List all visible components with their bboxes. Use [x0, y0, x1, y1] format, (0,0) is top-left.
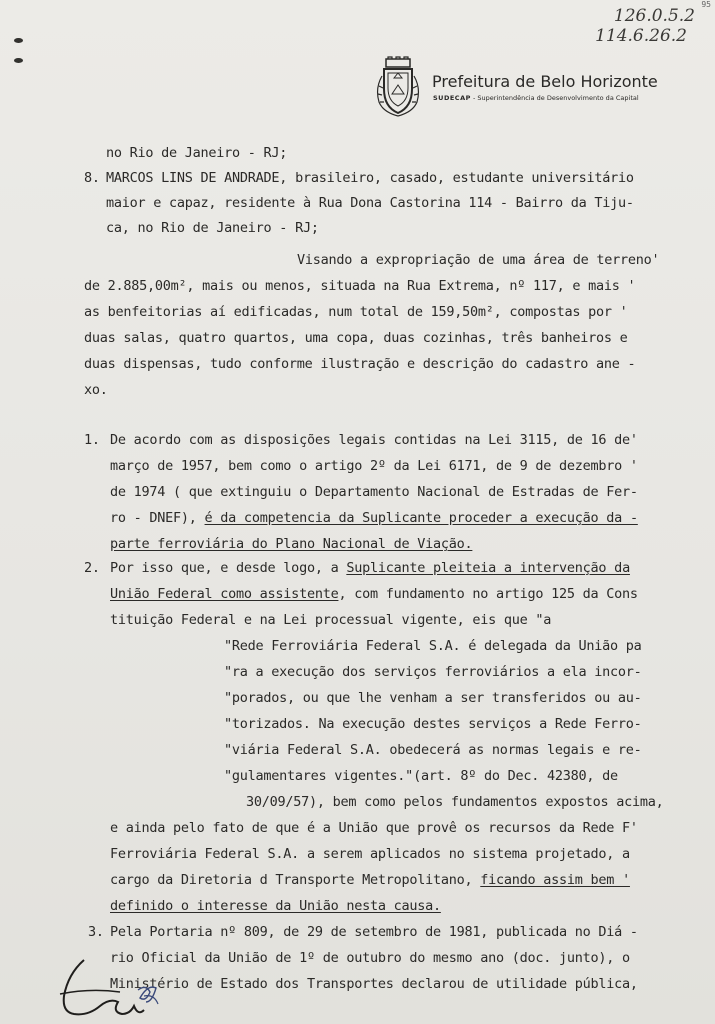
- reference-numbers: [595, 6, 695, 46]
- text-line: maior e capaz, residente à Rua Dona Castorina 114 - Bairro da Tiju-: [106, 195, 634, 211]
- org-description: - Superintendência de Desenvolvimento da Capital: [470, 94, 639, 102]
- org-subtitle: [433, 94, 639, 102]
- quote-line: "ra a execução dos serviços ferroviários a ela incor-: [224, 664, 642, 680]
- quote-line: "torizados. Na execução destes serviços a Rede Ferro-: [224, 716, 642, 732]
- text-line: as benfeitorias aí edificadas, num total de 159,50m², compostas por ': [84, 304, 628, 320]
- org-name: Prefeitura de Belo Horizonte: [432, 72, 658, 91]
- text-line: Pela Portaria nº 809, de 29 de setembro de 1981, publicada no Diá -: [110, 924, 638, 940]
- text-segment: cargo da Diretoria d Transporte Metropolitano,: [110, 872, 481, 888]
- punch-hole: [14, 38, 23, 43]
- text-line: [110, 872, 630, 888]
- underlined-text: definido o interesse da União nesta causa.: [110, 898, 441, 914]
- org-abbreviation: SUDECAP: [433, 94, 471, 102]
- text-line: [110, 586, 638, 602]
- city-crest-icon: [372, 56, 424, 118]
- text-segment: , com fundamento no artigo 125 da Cons: [338, 586, 638, 602]
- reference-number: 114.6.26.2: [595, 26, 687, 46]
- item-number: 3.: [88, 924, 104, 940]
- text-line: Ferroviária Federal S.A. a serem aplicados no sistema projetado, a: [110, 846, 630, 862]
- item-number: 2.: [84, 560, 100, 576]
- quote-line: "porados, ou que lhe venham a ser transferidos ou au-: [224, 690, 642, 706]
- quote-line: "viária Federal S.A. obedecerá as normas legais e re-: [224, 742, 642, 758]
- text-line: ca, no Rio de Janeiro - RJ;: [106, 220, 319, 236]
- quote-line: 30/09/57), bem como pelos fundamentos expostos acima,: [246, 794, 664, 810]
- underlined-text: é da competencia da Suplicante proceder a execução da -: [204, 510, 638, 526]
- text-line: Visando a expropriação de uma área de terreno': [297, 252, 660, 268]
- text-line: duas salas, quatro quartos, uma copa, duas cozinhas, três banheiros e: [84, 330, 628, 346]
- text-line: De acordo com as disposições legais contidas na Lei 3115, de 16 de': [110, 432, 638, 448]
- text-line: [110, 510, 638, 526]
- underlined-text: ficando assim bem ': [480, 872, 630, 888]
- text-segment: Por isso que, e desde logo, a: [110, 560, 347, 576]
- quote-line: "gulamentares vigentes."(art. 8º do Dec. 42380, de: [224, 768, 618, 784]
- text-line: Ministério de Estado dos Transportes declarou de utilidade pública,: [110, 976, 638, 992]
- text-line: MARCOS LINS DE ANDRADE, brasileiro, casado, estudante universitário: [106, 170, 634, 186]
- quote-line: "Rede Ferroviária Federal S.A. é delegada da União pa: [224, 638, 642, 654]
- underlined-text: União Federal como assistente: [110, 586, 339, 602]
- text-line: duas dispensas, tudo conforme ilustração e descrição do cadastro ane -: [84, 356, 636, 372]
- text-line: de 2.885,00m², mais ou menos, situada na Rua Extrema, nº 117, e mais ': [84, 278, 636, 294]
- text-line: xo.: [84, 382, 108, 398]
- text-line: no Rio de Janeiro - RJ;: [106, 145, 288, 161]
- text-line: rio Oficial da União de 1º de outubro do mesmo ano (doc. junto), o: [110, 950, 630, 966]
- underlined-text: parte ferroviária do Plano Nacional de Viação.: [110, 536, 473, 552]
- punch-hole: [14, 58, 23, 63]
- text-line: [110, 560, 630, 576]
- text-line: tituição Federal e na Lei processual vigente, eis que "a: [110, 612, 552, 628]
- text-line: de 1974 ( que extinguiu o Departamento Nacional de Estradas de Fer-: [110, 484, 638, 500]
- item-number: 8.: [84, 170, 100, 186]
- underlined-text: Suplicante pleiteia a intervenção da: [346, 560, 630, 576]
- letterhead: [372, 56, 692, 118]
- text-line: e ainda pelo fato de que é a União que provê os recursos da Rede F': [110, 820, 638, 836]
- item-number: 1.: [84, 432, 100, 448]
- handwritten-signature-icon: [40, 950, 180, 1024]
- text-line: março de 1957, bem como o artigo 2º da Lei 6171, de 9 de dezembro ': [110, 458, 638, 474]
- text-segment: ro - DNEF),: [110, 510, 205, 526]
- corner-mark: 95: [701, 0, 711, 9]
- reference-number: 126.0.5.2: [613, 6, 695, 26]
